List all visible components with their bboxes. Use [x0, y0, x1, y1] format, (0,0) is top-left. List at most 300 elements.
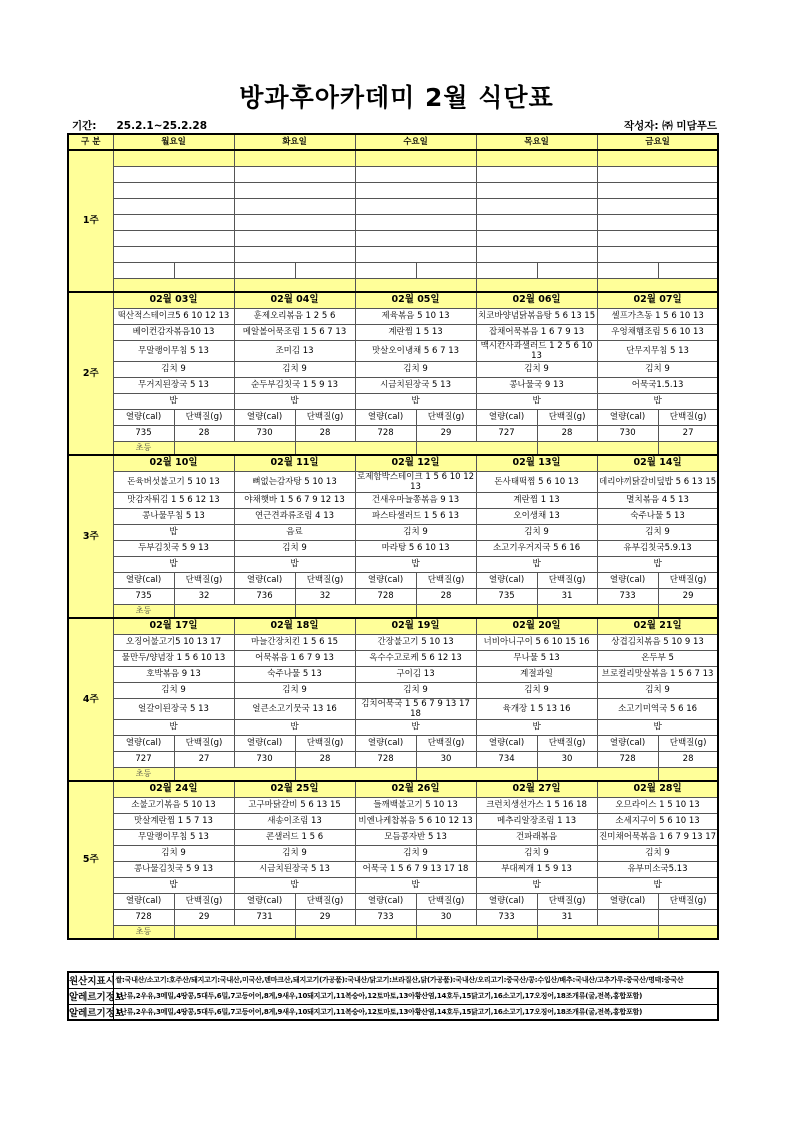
dish-cell: 데리야끼닭갈비덮밥 5 6 13 15: [597, 471, 718, 492]
nutrition-value-row: [68, 588, 718, 604]
dish-row: [68, 666, 718, 682]
empty-cell: [113, 198, 234, 214]
elementary-row: [68, 604, 718, 618]
protein-value: 29: [295, 909, 355, 925]
elementary-label: 초등: [113, 925, 174, 939]
date-cell: 02월 11일: [234, 455, 355, 471]
dish-row: [68, 377, 718, 393]
dish-row: [68, 682, 718, 698]
empty-cell: [597, 214, 718, 230]
week-1-row: [68, 230, 718, 246]
calorie-label: 열량(cal): [597, 409, 658, 425]
empty-cell: [234, 262, 295, 278]
header-row: [68, 134, 718, 150]
week-1-row: [68, 262, 718, 278]
dish-cell: 두부김칫국 5 9 13: [113, 540, 234, 556]
origin-row: [68, 972, 718, 988]
empty-cell: [597, 198, 718, 214]
dish-cell: 새송이조림 13: [234, 813, 355, 829]
calorie-label: 열량(cal): [355, 409, 416, 425]
empty-cell: [113, 230, 234, 246]
protein-value: 28: [537, 425, 597, 441]
empty-cell: [355, 150, 476, 166]
date-row: [68, 618, 718, 634]
empty-cell: [113, 182, 234, 198]
empty-cell: [658, 604, 718, 618]
dish-cell: 메알볼어묵조림 1 5 6 7 13: [234, 324, 355, 340]
dish-cell: 김치 9: [476, 845, 597, 861]
empty-cell: [416, 604, 537, 618]
dish-cell: 제육볶음 5 10 13: [355, 308, 476, 324]
protein-value: 28: [295, 751, 355, 767]
dish-cell: 맛살오이냉채 5 6 7 13: [355, 340, 476, 361]
dish-cell: 김치 9: [234, 540, 355, 556]
dish-cell: 유부미소국5.13: [597, 861, 718, 877]
origin-text: 쌀:국내산/소고기:호주산/돼지고기:국내산,미국산,덴마크산,돼지고기(가공품):국내산/닭고기:브라질산,닭(가공품):국내산/오리고기:중국산/콩:수입산/배추:국내산/고추가루:중국산/명태:중국산: [113, 972, 718, 988]
dish-row: [68, 797, 718, 813]
dish-cell: 김치 9: [113, 361, 234, 377]
calorie-value: 733: [597, 588, 658, 604]
empty-cell: [355, 278, 476, 292]
dish-cell: 콩나물국 9 13: [476, 377, 597, 393]
dish-cell: 숙주나물 5 13: [234, 666, 355, 682]
calorie-value: 735: [476, 588, 537, 604]
dish-row: [68, 393, 718, 409]
dish-cell: 떡산적스테이크5 6 10 12 13: [113, 308, 234, 324]
calorie-value: 735: [113, 588, 174, 604]
calorie-value: [597, 909, 658, 925]
protein-value: 29: [174, 909, 234, 925]
dish-cell: 김치 9: [234, 682, 355, 698]
author-info: [624, 118, 717, 132]
dish-cell: 브로컬리맛살볶음 1 5 6 7 13: [597, 666, 718, 682]
dish-cell: 밥: [113, 393, 234, 409]
dish-cell: 파스타샐러드 1 5 6 13: [355, 508, 476, 524]
empty-cell: [416, 925, 537, 939]
dish-cell: 맛감자튀김 1 5 6 12 13: [113, 492, 234, 508]
empty-cell: [295, 441, 416, 455]
header-day: 월요일: [113, 134, 234, 150]
elementary-label: 초등: [113, 767, 174, 781]
protein-value: 32: [174, 588, 234, 604]
dish-cell: 무나물 5 13: [476, 650, 597, 666]
calorie-value: 727: [476, 425, 537, 441]
empty-cell: [234, 214, 355, 230]
calorie-value: 733: [355, 909, 416, 925]
date-cell: 02월 10일: [113, 455, 234, 471]
protein-label: 단백질(g): [658, 409, 718, 425]
empty-cell: [597, 246, 718, 262]
dish-cell: 김치어묵국 1 5 6 7 9 13 17 18: [355, 698, 476, 719]
page-title: 방과후아카데미 2월 식단표: [239, 83, 554, 112]
empty-cell: [355, 246, 476, 262]
protein-label: 단백질(g): [174, 735, 234, 751]
calorie-label: 열량(cal): [113, 893, 174, 909]
date-cell: 02월 03일: [113, 292, 234, 308]
dish-cell: 어묵국 1 5 6 7 9 13 17 18: [355, 861, 476, 877]
calorie-value: 728: [355, 588, 416, 604]
protein-value: 28: [174, 425, 234, 441]
period-value: 25.2.1~25.2.28: [116, 120, 208, 132]
dish-cell: 김치 9: [234, 361, 355, 377]
calorie-label: 열량(cal): [355, 572, 416, 588]
empty-cell: [113, 214, 234, 230]
week-1-row: [68, 150, 718, 166]
author-label: 작성자:: [623, 120, 659, 132]
dish-cell: 오징어불고기5 10 13 17: [113, 634, 234, 650]
empty-cell: [174, 604, 295, 618]
dish-cell: 무거지된장국 5 13: [113, 377, 234, 393]
protein-label: 단백질(g): [295, 735, 355, 751]
protein-label: 단백질(g): [537, 409, 597, 425]
week-label: 3주: [68, 455, 113, 618]
dish-row: [68, 698, 718, 719]
dish-cell: 고구마닭갈비 5 6 13 15: [234, 797, 355, 813]
week-1-row: [68, 182, 718, 198]
protein-value: 30: [416, 751, 476, 767]
calorie-value: 730: [597, 425, 658, 441]
allergy-row-2: [68, 1004, 718, 1020]
dish-cell: 건새우마늘쫑볶음 9 13: [355, 492, 476, 508]
empty-cell: [295, 604, 416, 618]
empty-cell: [476, 150, 597, 166]
dish-cell: 오므라이스 1 5 10 13: [597, 797, 718, 813]
protein-value: 29: [658, 588, 718, 604]
dish-cell: 맛살계란찜 1 5 7 13: [113, 813, 234, 829]
empty-cell: [234, 182, 355, 198]
dish-cell: 구이김 13: [355, 666, 476, 682]
protein-value: 31: [537, 909, 597, 925]
dish-cell: 무말랭이무침 5 13: [113, 829, 234, 845]
empty-cell: [416, 441, 537, 455]
empty-cell: [295, 767, 416, 781]
dish-cell: 온두부 5: [597, 650, 718, 666]
date-cell: 02월 12일: [355, 455, 476, 471]
protein-label: 단백질(g): [416, 893, 476, 909]
calorie-value: 734: [476, 751, 537, 767]
period-info: [72, 118, 207, 132]
dish-cell: 숙주나물 5 13: [597, 508, 718, 524]
empty-cell: [476, 262, 537, 278]
dish-row: [68, 813, 718, 829]
date-cell: 02월 27일: [476, 781, 597, 797]
elementary-row: [68, 767, 718, 781]
calorie-label: 열량(cal): [113, 735, 174, 751]
nutrition-value-row: [68, 751, 718, 767]
week-label: 5주: [68, 781, 113, 939]
protein-label: 단백질(g): [174, 893, 234, 909]
dish-cell: 간장불고기 5 10 13: [355, 634, 476, 650]
dish-row: [68, 471, 718, 492]
dish-cell: 비엔나케찹볶음 5 6 10 12 13: [355, 813, 476, 829]
dish-cell: 소고기미역국 5 6 16: [597, 698, 718, 719]
empty-cell: [174, 925, 295, 939]
elementary-row: [68, 278, 718, 292]
dish-cell: 상겹김치볶음 5 10 9 13: [597, 634, 718, 650]
dish-cell: 옥수수고로케 5 6 12 13: [355, 650, 476, 666]
dish-cell: 김치 9: [355, 361, 476, 377]
dish-cell: 야채햇바 1 5 6 7 9 12 13: [234, 492, 355, 508]
date-cell: 02월 25일: [234, 781, 355, 797]
dish-row: [68, 540, 718, 556]
calorie-label: 열량(cal): [597, 572, 658, 588]
dish-cell: 어묵볶음 1 6 7 9 13: [234, 650, 355, 666]
nutrition-value-row: [68, 909, 718, 925]
dish-cell: 얼큰소고기뭇국 13 16: [234, 698, 355, 719]
protein-value: 28: [416, 588, 476, 604]
empty-cell: [537, 604, 658, 618]
dish-cell: 계란찜 1 13: [476, 492, 597, 508]
dish-cell: 김치 9: [113, 682, 234, 698]
dish-cell: 돈사태떡찜 5 6 10 13: [476, 471, 597, 492]
dish-row: [68, 492, 718, 508]
empty-cell: [355, 198, 476, 214]
calorie-label: 열량(cal): [597, 735, 658, 751]
elementary-row: [68, 925, 718, 939]
dish-row: [68, 634, 718, 650]
dish-cell: 김치 9: [355, 524, 476, 540]
protein-label: 단백질(g): [658, 735, 718, 751]
dish-row: [68, 508, 718, 524]
protein-label: 단백질(g): [295, 893, 355, 909]
dish-row: [68, 650, 718, 666]
dish-cell: 모듬콩자반 5 13: [355, 829, 476, 845]
allergy-text-1: 1난류,2우유,3메밀,4땅콩,5대두,6밀,7고등어어,8게,9새우,10돼지고기,11복숭아,12토마토,13아황산염,14호두,15닭고기,16소고기,17오징어,18조개류(굴,전복,홍합포함): [113, 988, 718, 1004]
dish-cell: 소고기우거지국 5 6 16: [476, 540, 597, 556]
dish-cell: 훈제오리볶음 1 2 5 6: [234, 308, 355, 324]
calorie-value: 735: [113, 425, 174, 441]
calorie-label: 열량(cal): [476, 735, 537, 751]
empty-cell: [476, 182, 597, 198]
dish-cell: 밥: [113, 877, 234, 893]
protein-value: 28: [295, 425, 355, 441]
protein-label: 단백질(g): [174, 409, 234, 425]
dish-cell: 콩나물무침 5 13: [113, 508, 234, 524]
week-1-row: [68, 246, 718, 262]
empty-cell: [537, 441, 658, 455]
date-cell: 02월 26일: [355, 781, 476, 797]
calorie-value: 728: [355, 751, 416, 767]
empty-cell: [234, 150, 355, 166]
date-cell: 02월 24일: [113, 781, 234, 797]
empty-cell: [597, 150, 718, 166]
header-day: 화요일: [234, 134, 355, 150]
date-cell: 02월 18일: [234, 618, 355, 634]
dish-cell: 육개장 1 5 13 16: [476, 698, 597, 719]
calorie-value: 730: [234, 751, 295, 767]
empty-cell: [174, 262, 234, 278]
nutrition-label-row: [68, 409, 718, 425]
dish-cell: 밥: [597, 556, 718, 572]
dish-cell: 밥: [476, 877, 597, 893]
dish-cell: 김치 9: [355, 845, 476, 861]
empty-cell: [355, 214, 476, 230]
empty-cell: [113, 166, 234, 182]
dish-cell: 치코바양념닭볶음탕 5 6 13 15: [476, 308, 597, 324]
protein-label: 단백질(g): [537, 735, 597, 751]
dish-row: [68, 845, 718, 861]
date-cell: 02월 04일: [234, 292, 355, 308]
nutrition-label-row: [68, 572, 718, 588]
date-cell: 02월 21일: [597, 618, 718, 634]
dish-cell: 셀프가츠동 1 5 6 10 13: [597, 308, 718, 324]
calorie-value: 731: [234, 909, 295, 925]
calorie-label: 열량(cal): [597, 893, 658, 909]
empty-cell: [537, 767, 658, 781]
dish-cell: 들깨백불고기 5 10 13: [355, 797, 476, 813]
date-cell: 02월 07일: [597, 292, 718, 308]
dish-cell: 얼갈이된장국 5 13: [113, 698, 234, 719]
calorie-label: 열량(cal): [476, 409, 537, 425]
dish-cell: 밥: [234, 556, 355, 572]
dish-cell: 밥: [234, 719, 355, 735]
date-cell: 02월 05일: [355, 292, 476, 308]
empty-cell: [113, 150, 234, 166]
week-1-row: [68, 198, 718, 214]
empty-cell: [234, 278, 355, 292]
dish-cell: 메추리알장조림 1 13: [476, 813, 597, 829]
dish-cell: 로제함박스테이크 1 5 6 10 12 13: [357, 471, 475, 492]
calorie-value: 736: [234, 588, 295, 604]
empty-cell: [416, 262, 476, 278]
calorie-label: 열량(cal): [476, 572, 537, 588]
dish-row: [68, 861, 718, 877]
origin-label: 원산지표시: [68, 972, 113, 988]
dish-cell: 콘샐러드 1 5 6: [234, 829, 355, 845]
header-day: 금요일: [597, 134, 718, 150]
calorie-label: 열량(cal): [476, 893, 537, 909]
empty-cell: [658, 767, 718, 781]
dish-cell: 밥: [113, 719, 234, 735]
dish-cell: 김치 9: [113, 845, 234, 861]
protein-value: 27: [658, 425, 718, 441]
period-label: 기간:: [72, 120, 97, 132]
protein-value: 27: [174, 751, 234, 767]
empty-cell: [476, 214, 597, 230]
dish-cell: 밥: [476, 719, 597, 735]
empty-cell: [174, 767, 295, 781]
empty-cell: [658, 262, 718, 278]
dish-row: [68, 877, 718, 893]
dish-cell: 콩나물김칫국 5 9 13: [113, 861, 234, 877]
dish-cell: 음료: [234, 524, 355, 540]
protein-label: 단백질(g): [295, 572, 355, 588]
dish-cell: 단무지무침 5 13: [597, 340, 718, 361]
dish-cell: 소불고기볶음 5 10 13: [113, 797, 234, 813]
elementary-label: 초등: [113, 604, 174, 618]
dish-cell: 물만두/양념장 1 5 6 10 13: [113, 650, 234, 666]
dish-cell: 밥: [113, 524, 234, 540]
dish-cell: 밥: [355, 719, 476, 735]
calorie-label: 열량(cal): [355, 735, 416, 751]
empty-cell: [537, 262, 597, 278]
dish-row: [68, 556, 718, 572]
dish-cell: 뼈없는감자탕 5 10 13: [234, 471, 355, 492]
empty-cell: [476, 198, 597, 214]
empty-cell: [295, 925, 416, 939]
dish-cell: 김치 9: [476, 361, 597, 377]
calorie-value: 727: [113, 751, 174, 767]
dish-cell: 밥: [113, 556, 234, 572]
protein-label: 단백질(g): [658, 893, 718, 909]
empty-cell: [537, 925, 658, 939]
empty-cell: [234, 230, 355, 246]
allergy-row-1: [68, 988, 718, 1004]
dish-cell: 시금치된장국 5 13: [355, 377, 476, 393]
header-day: 수요일: [355, 134, 476, 150]
dish-cell: 진미채어묵볶음 1 6 7 9 13 17: [597, 829, 718, 845]
dish-cell: 계란찜 1 5 13: [355, 324, 476, 340]
protein-label: 단백질(g): [174, 572, 234, 588]
calorie-label: 열량(cal): [113, 572, 174, 588]
week-1-row: [68, 166, 718, 182]
dish-cell: 계절과일: [476, 666, 597, 682]
dish-row: [68, 524, 718, 540]
author-value: ㈜ 미담푸드: [662, 120, 717, 132]
dish-cell: 밥: [597, 877, 718, 893]
protein-label: 단백질(g): [537, 893, 597, 909]
empty-cell: [234, 166, 355, 182]
date-cell: 02월 28일: [597, 781, 718, 797]
dish-cell: 크런치생선가스 1 5 16 18: [476, 797, 597, 813]
week-1-row: [68, 214, 718, 230]
dish-cell: 조미김 13: [234, 340, 355, 361]
date-cell: 02월 06일: [476, 292, 597, 308]
dish-cell: 밥: [597, 393, 718, 409]
dish-cell: 소세지구이 5 6 10 13: [597, 813, 718, 829]
dish-cell: 밥: [597, 719, 718, 735]
dish-cell: 돈육버섯불고기 5 10 13: [113, 471, 234, 492]
dish-cell: 건파래볶음: [476, 829, 597, 845]
dish-cell: 베이컨감자볶음10 13: [113, 324, 234, 340]
empty-cell: [658, 925, 718, 939]
dish-cell: 순두부김칫국 1 5 9 13: [234, 377, 355, 393]
protein-value: 32: [295, 588, 355, 604]
nutrition-label-row: [68, 893, 718, 909]
calorie-value: 728: [355, 425, 416, 441]
dish-cell: 어묵국1.5.13: [597, 377, 718, 393]
calorie-label: 열량(cal): [113, 409, 174, 425]
calorie-label: 열량(cal): [234, 572, 295, 588]
protein-value: 30: [537, 751, 597, 767]
allergy-text-2: 1난류,2우유,3메밀,4땅콩,5대두,6밀,7고등어어,8게,9새우,10돼지고기,11복숭아,12토마토,13아황산염,14호두,15닭고기,16소고기,17오징어,18조개류(굴,전복,홍합포함): [113, 1004, 718, 1020]
protein-label: 단백질(g): [537, 572, 597, 588]
empty-cell: [597, 166, 718, 182]
week-label: 1주: [68, 150, 113, 292]
calorie-value: 728: [597, 751, 658, 767]
empty-cell: [174, 441, 295, 455]
dish-cell: 밥: [476, 393, 597, 409]
empty-cell: [234, 246, 355, 262]
week-label: 2주: [68, 292, 113, 455]
empty-cell: [476, 278, 597, 292]
dish-cell: 밥: [234, 393, 355, 409]
dish-cell: 김치 9: [234, 845, 355, 861]
calorie-label: 열량(cal): [234, 409, 295, 425]
protein-value: 30: [416, 909, 476, 925]
dish-cell: 마라탕 5 6 10 13: [355, 540, 476, 556]
date-cell: 02월 14일: [597, 455, 718, 471]
allergy-label-2: 알레르기정보: [68, 1004, 113, 1020]
date-cell: 02월 17일: [113, 618, 234, 634]
empty-cell: [476, 230, 597, 246]
dish-cell: 밥: [355, 556, 476, 572]
nutrition-label-row: [68, 735, 718, 751]
empty-cell: [597, 262, 658, 278]
dish-row: [68, 361, 718, 377]
empty-cell: [113, 246, 234, 262]
empty-cell: [597, 182, 718, 198]
